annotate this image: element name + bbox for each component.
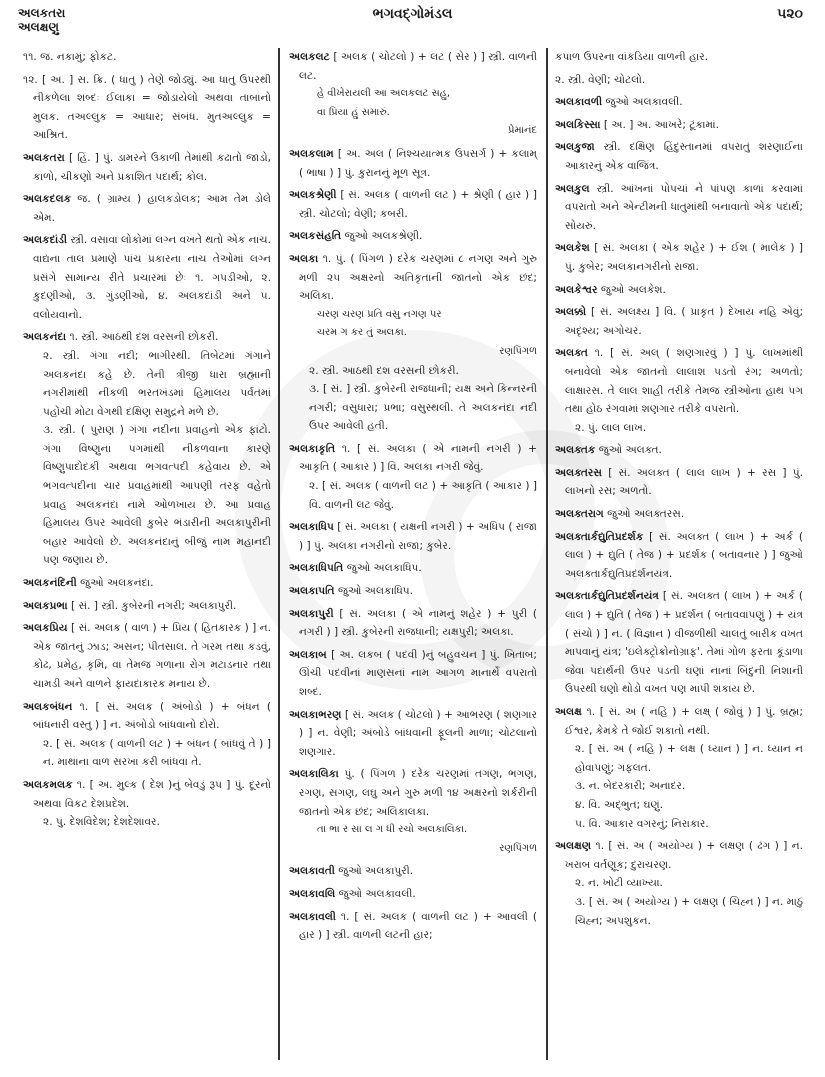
entry-headword: અલક્ષણ [555, 840, 592, 853]
entry-sense: ૫. વિ. આકાર વગરનું; નિરાકાર. [575, 817, 709, 830]
entry-sense: ૩. ન. બેદરકારી; અનાદર. [575, 780, 686, 793]
entry-headword: અલક્તરસ [555, 466, 602, 479]
dictionary-entry [289, 908, 537, 945]
entry-sense: ૩. સ્ત્રી. ( પુરાણ ) ગંગા નદીના પ્રવાહનો એક ફાંટો. ગંગા વિષ્ણુના પગમાંથી નીકળવાના કારણે વિષ્ણુપાદોદકી અથવા ભગવત્પદી કહેવાય છે. એ ભગવત્પદીના ચાર પ્રવાહમાંથી આપણી તરફ વહેતો પ્રવાહ અલકનંદા નામે ઓળખાય છે. આ પ્રવાહ હિમાલય ઉપર આવેલી કુબેર ભંડારીની અલકાપુરીની બહાર આવેલો છે. અલકનંદાનું બીજું નામ મહાનદી પણ જણાય છે. [43, 424, 271, 567]
entry-definition: ૧. [ સં. અ ( નહિ ) + લક્ષ્ ( જોવું ) ] પું. બ્રહ્મ; ઈશ્વર, કેમકે તે જોઈ શકાતો નથી. [565, 706, 803, 737]
page-header [0, 0, 825, 40]
dictionary-entry [289, 518, 537, 555]
entry-headword: અલકપ્રિય [23, 622, 68, 635]
entry-headword: અલકાધિપ [289, 521, 334, 534]
entry-definition: ૧. [ સં. અલ્ ( શણગારવું ) ] પું. લાખમાંથી બનાવેલો એક જાતનો લાલાશ પડતો રંગ; અળતો; લાક્ષારસ. તે લાલ શાહી તરીકે તેમજ સ્ત્રીઓના હાથ પગ તથા હોઠ રંગવામાં શણગાર તરીકે વપરાતો. [565, 347, 803, 416]
dictionary-entry [289, 885, 537, 904]
entry-definition: જુઓ અલકેશ. [600, 283, 666, 296]
entry-definition: [ સં. અલક ( ચોટલો ) + આભરણ ( શણગાર ) ] ન. વેણી; અંબોડે બાંધવાની ફૂલની માળા; ચોટલાનો શણગાર. [299, 708, 537, 758]
dictionary-entry [555, 180, 803, 236]
entry-headword: અલકાબ [289, 648, 327, 661]
dictionary-entry [23, 48, 271, 67]
entry-definition: [ સં. અલક્ષ્ય ] વિ. ( પ્રાકૃત ) દેખાય નહિ એવું; અદૃશ્ય; અગોચર. [565, 306, 804, 337]
entry-sense: ૨. ન. ખોટી વ્યાખ્યા. [575, 877, 663, 890]
entry-headword: અલકલામ [289, 147, 334, 160]
entry-definition: [ સં. અલકા ( એક શહેર ) + ઈશ ( માલેક ) ] પું. કુબેર; અલકાનગરીનો રાજા. [565, 242, 803, 273]
quote-attribution: રણપિંગળ [499, 345, 537, 357]
page-number: ૫૨૦ [777, 6, 803, 22]
entry-sense: ૪. વિ. અદ્ભુત; ઘણું. [575, 798, 664, 811]
entry-definition: સ્ત્રી. આંખનાં પોપચાં ને પાંપણ કાળાં કરવામાં વપરાતો અને એન્ટીમની ધાતુમાંથી બનાવાતો એક પદાર્થ; સોયરું. [565, 182, 804, 232]
dictionary-entry [555, 837, 803, 930]
entry-headword: અલકદલક [23, 193, 72, 206]
entry-definition: જુઓ અલકાધિપ. [346, 562, 422, 575]
entry-headword: અલક્તાર્કદ્યુતિપ્રદર્શનયંત્ર [555, 590, 659, 603]
dictionary-entry [289, 145, 537, 182]
entry-definition: [ અ. લકબ ( પદવી )નું બહુવચન ] પું. ખિતાબ; ઊંચી પદવીનાં માણસનાં નામ આગળ માનાર્થે વપરાતો શબ્દ. [299, 648, 537, 698]
dictionary-entry [289, 440, 537, 514]
entry-headword: અલકાલિકા [289, 768, 339, 781]
entry-definition: જુઓ અલકનંદા. [80, 577, 154, 590]
entry-definition: જુઓ અલકાવલી. [338, 887, 416, 900]
entry-definition: [ અ. અલ ( નિશ્ચયાત્મક ઉપસર્ગ ) + કલામ્ ( ભાષા ) ] પું. કુરાનનું મૂળ સૂત્ર. [299, 147, 537, 179]
dictionary-entry [555, 71, 803, 90]
column-left [16, 48, 278, 1060]
entry-definition: જ. ( ગ્રામ્ય ) હાલકડોલક; આમ તેમ ડોલે એમ. [33, 193, 272, 224]
entry-headword: અલકિસ્સા [555, 118, 601, 131]
entry-headword: અલકાધિપતિ [289, 562, 344, 575]
entry-headword: અલકાપતિ [289, 585, 335, 598]
dictionary-entry [555, 441, 803, 460]
entry-definition: [ સં. અલકા ( યક્ષની નગરી ) + અધિપ ( રાજા ) ] પું. અલકા નગરીનો રાજા; કુબેર. [299, 521, 537, 552]
dictionary-entry [289, 706, 537, 762]
entry-definition: જુઓ અલકશ્રેણી. [344, 230, 423, 243]
entry-quote-line: તા ભા ર સા લ ગ ધી રચો અલકાલિકા. [317, 824, 468, 836]
entry-quote-line: ચરમ ગ કર તું અલકા. [317, 327, 407, 339]
entry-definition: ૧૨. [ અ. ] સ. ક્રિ. ( ધાતુ ) તેણે જોડ્યું. આ ધાતુ ઉપરથી નીકળેલા શબ્દઃ ઈલાકા = જોડાયેલો અથવા તાબાનો મુલક. તઅલ્લુક = આધાર; સંબંધ. મુતઅલ્લુક = આશ્રિત. [23, 73, 271, 142]
entry-definition: [ સં. અલક્ત ( લાખ ) + અર્ક ( લાલ ) + દ્યુતિ ( તેજ ) + પ્રદર્શક ( બતાવનાર ) ] જુઓ અલક્તાર્કદ્યુતિપ્રદર્શનયંત્ર. [565, 530, 803, 580]
entry-headword: અલક્ષ [555, 706, 582, 718]
entry-headword: અલકુલ [555, 182, 590, 195]
entry-definition: [ સં. અલક્ત ( લાલ લાખ ) + રસ ] પું. લાખનો રસ; અળતો. [565, 466, 803, 498]
dictionary-entry [23, 190, 271, 227]
entry-headword: અલકતરા [23, 151, 65, 164]
entry-definition: ૧. પું. ( પિંગળ ) દરેક ચરણમાં ૮ નગણ અને ગુરુ મળી ૨૫ અક્ષરનો અતિકૃતાની જાતનો એક છંદ; અલિકા. [299, 252, 537, 303]
entry-headword: અલકા [289, 252, 319, 265]
dictionary-entry [23, 776, 271, 832]
dictionary-columns [16, 48, 812, 1060]
entry-definition: ૨. સ્ત્રી. વેણી; ચોટલો. [555, 73, 646, 86]
dictionary-entry [555, 48, 803, 67]
dictionary-entry [289, 582, 537, 601]
entry-sense: ૩. [ સં. અ ( અયોગ્ય ) + લક્ષણ ( ચિહ્ન ) ] ન. માઠું ચિહ્ન; અપશુકન. [575, 895, 803, 927]
entry-headword: અલક્ત [555, 347, 588, 360]
entry-headword: અલકબંધન [23, 700, 73, 713]
dictionary-entry [555, 703, 803, 833]
entry-definition: કપાળ ઉપરના વાંકડિયા વાળની હાર. [555, 51, 709, 63]
dictionary-entry [23, 574, 271, 593]
entry-definition: ૧. [ અ. મુલ્ક ( દેશ )નું બેવડું રૂપ ] પું. દૂરનો અથવા વિકટ દેશપ્રદેશ. [33, 778, 271, 810]
entry-definition: ૧. [ સં. અલક ( અંબોડો ) + બંધન ( બાંધનારી વસ્તુ ) ] ન. અંબોડો બાંધવાનો દોરો. [33, 700, 271, 732]
entry-definition: [ સં. અલક ( વાળ ) + પ્રિય ( હિતકારક ) ] ન. એક જાતનું ઝાડ; અસન; પીતસાલ. તે ગરમ તથા કડવું, કોઢ, પ્રમેહ, કૃમિ, વા તેમજ ગળાના રોગ મટાડનાર તથા ચામડી અને વાળને ફાયદાકારક મનાય છે. [33, 622, 271, 690]
entry-headword: અલકનંદિની [23, 577, 77, 590]
dictionary-entry [289, 559, 537, 578]
entry-definition: સ્ત્રી. વસાવા લોકોમાં લગ્ન વખતે થતો એક નાચ. વાદ્યના તાલ પ્રમાણે પાંચ પ્રકારના નાચ તેઓમાં લગ્ન પ્રસંગે સામાન્ય રીતે પ્રચારમાં છેઃ ૧. ગપડીઓ, ૨. કુદણીઓ, ૩. ગુંડણીઓ, ૪. અલકદાંડી અને ૫. વલોયવાનો. [33, 234, 271, 321]
entry-headword: અલક્કો [555, 306, 587, 319]
entry-headword: અલકાવળી [555, 96, 603, 109]
dictionary-entry [23, 149, 271, 186]
dictionary-entry [23, 71, 271, 145]
entry-headword: અલકાપુરી [289, 607, 334, 620]
entry-definition: ૧. [ સં. અ ( અયોગ્ય ) + લક્ષણ ( ઢંગ ) ] ન. ખરાબ વર્તણૂક; દુરાચરણ. [565, 840, 803, 871]
column-middle [278, 48, 548, 1060]
entry-definition: [ સં. ] સ્ત્રી. કુબેરની નગરી; અલકાપુરી. [71, 599, 237, 612]
dictionary-entry [289, 48, 537, 141]
dictionary-entry [289, 227, 537, 246]
dictionary-entry [555, 464, 803, 501]
entry-headword: અલકશ્રેણી [289, 189, 337, 202]
entry-sense: ૨. પું. દેશવિદેશ; દેશદેશાવર. [43, 816, 160, 829]
entry-sense: ૨. [ સં. અલક ( વાળની લટ ) + આકૃતિ ( આકાર ) ] વિ. વાળની લટ જેવું. [309, 480, 537, 511]
entry-sense: ૨. [ સં. અલક ( વાળની લટ ) + બંધન ( બાંધવું તે ) ] ન. માથાના વાળ સરખા કરી બાંધવા તે. [43, 737, 271, 769]
guide-word-first: અલકતરા [18, 6, 66, 20]
entry-definition: જુઓ અલકાવલી. [605, 96, 683, 109]
quote-attribution: પ્રેમાનંદ [507, 125, 537, 137]
entry-headword: અલકેશ્વર [555, 283, 598, 296]
dictionary-entry [289, 862, 537, 881]
entry-sense: ૨. પું. લાલ લાખ. [575, 421, 647, 434]
dictionary-entry [23, 698, 271, 772]
entry-sense: ૨. સ્ત્રી. આઠથી દશ વરસની છોકરી. [309, 364, 459, 377]
dictionary-entry [289, 250, 537, 436]
column-right [548, 48, 810, 1060]
entry-headword: અલકપ્રભા [23, 599, 68, 612]
entry-definition: જુઓ અલક્તરસ. [607, 508, 685, 521]
dictionary-entry [555, 587, 803, 699]
entry-definition: જુઓ અલકાધિપ. [337, 585, 414, 598]
dictionary-entry [23, 619, 271, 693]
book-title: ભગવદ્ગોમંડલ [372, 6, 453, 22]
dictionary-entry [555, 116, 803, 135]
dictionary-entry [289, 605, 537, 642]
entry-definition: [ હિં. ] પું. ડામરને ઉકાળી તેમાંથી કઢાતો જાડો, કાળો, ચીકણો અને પ્રકાશિત પદાર્થ; કોલ. [33, 151, 271, 183]
entry-sense: ૨. [ સં. અ ( નહિ ) + લક્ષ ( ધ્યાન ) ] ન. ધ્યાન ન હોવાપણું; ગફલત. [575, 743, 803, 774]
entry-headword: અલકુજા [555, 141, 595, 154]
entry-quote-line: હે વીખેરાયલી આ અલકલટ સહુ, [317, 88, 451, 100]
entry-headword: અલકાવલી [289, 910, 336, 923]
dictionary-entry [555, 505, 803, 524]
dictionary-entry [23, 328, 271, 570]
dictionary-entry [289, 765, 537, 858]
dictionary-entry [555, 344, 803, 437]
entry-headword: અલકલટ [289, 51, 330, 63]
entry-definition: ૧૧. જ. નકામું; ફોકટ. [23, 51, 117, 63]
dictionary-entry [555, 93, 803, 112]
dictionary-entry [555, 138, 803, 175]
entry-definition: પું. ( પિંગળ ) દરેક ચરણમાં તગણ, ભગણ, રગણ, સગણ, લઘુ અને ગુરુ મળી ૧૪ અક્ષરનો શર્કરીની જાતનો એક છંદ; અલિકાલકા. [299, 768, 537, 818]
entry-headword: અલકમલક [23, 778, 73, 791]
entry-quote-line: ચરણ ચરણ પ્રતિ વસુ નગણ પર [317, 308, 442, 320]
entry-headword: અલક્તરાગ [555, 508, 604, 521]
entry-definition: ૧. સ્ત્રી. આઠથી દશ વરસની છોકરી. [69, 331, 219, 344]
dictionary-entry [555, 281, 803, 300]
dictionary-entry [23, 597, 271, 616]
entry-definition: જુઓ અલક્ત. [598, 444, 662, 457]
entry-definition: ૧. [ સં. અલકા ( એ નામની નગરી ) + આકૃતિ ( આકાર ) ] વિ. અલકા નગરી જેવું. [299, 442, 538, 474]
entry-definition: [ સં. અલકા ( એ નામનું શહેર ) + પુરી ( નગરી ) ] સ્ત્રી. કુબેરની રાજધાની; યક્ષપુરી; અલકા. [299, 607, 537, 639]
entry-sense: ૨. સ્ત્રી. ગંગા નદી; ભાગીરથી. તિબેટમાં ગંગાને અલકનંદા કહે છે. તેની ત્રીજી ધારા બ્રહ્માની નગરીમાંથી નીકળી ભરતખંડમાં હિમાલય પર્વતમાં પહોંચી મોટા વેગથી દક્ષિણ સમુદ્રને મળે છે. [43, 349, 271, 418]
entry-headword: અલકાભરણ [289, 708, 342, 721]
entry-headword: અલક્તક [555, 444, 596, 457]
quote-attribution: રણપિંગળ [499, 842, 537, 854]
entry-definition: [ સં. અલક્ત ( લાખ ) + અર્ક ( લાલ ) + દ્યુતિ ( તેજ ) + પ્રદર્શન ( બતાવવાપણું ) + યંત્ર ( સંચો ) ] ન. ( વિજ્ઞાન ) વીજળીથી ચાલતું બારીક વખત માપવાનું યંત્ર; 'ઇલેક્ટ્રોક્રોનોગ્રાફ'. તેમાં ગોળ ફરતા કૂંડાળા જેવા પદાર્થની ઉપર પડતી ઘણાં નાનાં બિંદુની નિશાની ઉપરથી ઘણો થોડો વખત પણ માપી શકાય છે. [565, 590, 803, 696]
entry-definition: [ અ. ] અ. આખરે; ટૂંકામાં. [603, 118, 719, 131]
entry-sense: ૩. [ સં. ] સ્ત્રી. કુબેરની રાજધાની; યક્ષ અને કિન્નરની નગરી; વસુધારા; પ્રભા; વસુસ્થલી. તે અલકનંદા નદી ઉપર આવેલી હતી. [309, 383, 537, 433]
entry-definition: [ અલક ( ચોટલો ) + લટ ( સેર ) ] સ્ત્રી. વાળની લટ. [299, 51, 537, 82]
entry-headword: અલકાવલિ [289, 887, 336, 900]
entry-headword: અલકાકૃતિ [289, 442, 336, 455]
dictionary-entry [289, 646, 537, 702]
entry-headword: અલકદાંડી [23, 234, 68, 247]
entry-definition: સ્ત્રી. દક્ષિણ હિંદુસ્તાનમાં વપરાતું શરણાઈના આકારનું એક વાજિંત્ર. [565, 141, 803, 172]
entry-definition: ૧. [ સં. અલક ( વાળની લટ ) + આવલી ( હાર ) ] સ્ત્રી. વાળની લટની હાર; [299, 910, 537, 942]
dictionary-entry [555, 303, 803, 340]
entry-definition: જુઓ અલકાપુરી. [338, 865, 414, 878]
entry-definition: [ સં. અલક ( વાળની લટ ) + શ્રેણી ( હાર ) ] સ્ત્રી. ચોટલો; વેણી; કબરી. [299, 189, 537, 220]
dictionary-entry [555, 528, 803, 584]
dictionary-entry [555, 239, 803, 276]
entry-headword: અલકેશ [555, 242, 590, 255]
entry-quote-line: વા પ્રિયા હું સમારું. [317, 106, 390, 118]
entry-headword: અલકાવતી [289, 865, 335, 878]
entry-headword: અલકનંદા [23, 331, 67, 344]
dictionary-entry [289, 186, 537, 223]
dictionary-entry [23, 231, 271, 324]
entry-headword: અલકસંહતિ [289, 230, 342, 243]
entry-headword: અલક્તાર્કદ્યુતિપ્રદર્શક [555, 530, 644, 543]
guide-word-last: અલક્ષણુ [18, 20, 59, 34]
